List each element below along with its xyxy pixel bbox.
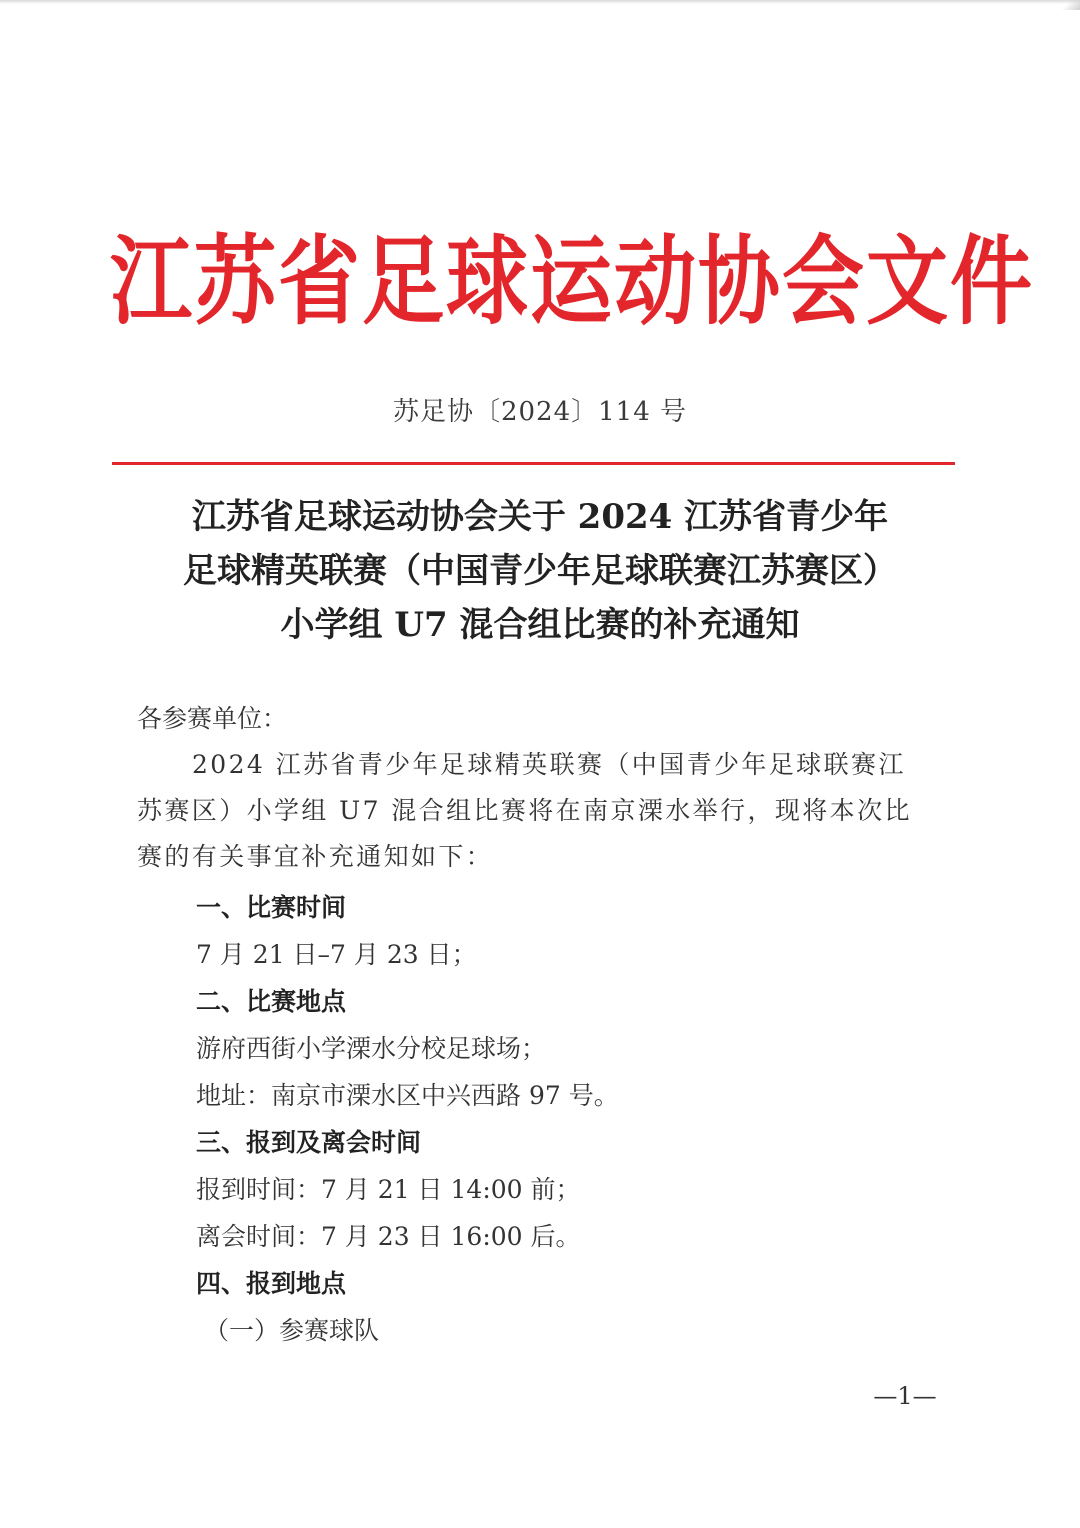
salutation: 各参赛单位： <box>137 704 288 733</box>
section-text-departure: 离会时间：7 月 23 日 16:00 后。 <box>196 1222 581 1251</box>
subsection-teams: （一）参赛球队 <box>204 1316 380 1345</box>
section-text-checkin: 报到时间：7 月 21 日 14:00 前； <box>196 1175 581 1204</box>
section-heading-checkin-place: 四、报到地点 <box>196 1269 347 1298</box>
title-line: 足球精英联赛（中国青少年足球联赛江苏赛区） <box>183 551 897 591</box>
section-heading-time: 一、比赛时间 <box>196 893 347 922</box>
title-line: 小学组 U7 混合组比赛的补充通知 <box>280 605 800 645</box>
paragraph-line: 赛的有关事宜补充通知如下： <box>137 842 494 871</box>
page-fold-shadow <box>0 0 1080 4</box>
notice-title <box>120 490 960 652</box>
paragraph-line: 2024 江苏省青少年足球精英联赛（中国青少年足球联赛江 <box>192 750 906 779</box>
intro-paragraph <box>137 742 937 880</box>
notice-sections <box>196 884 956 1354</box>
section-text-venue: 游府西街小学溧水分校足球场； <box>196 1034 547 1063</box>
section-text-address: 地址：南京市溧水区中兴西路 97 号。 <box>196 1081 619 1110</box>
page-number: —1— <box>873 1382 937 1410</box>
document-number: 苏足协〔2024〕114 号 <box>392 397 688 427</box>
section-heading-venue: 二、比赛地点 <box>196 987 347 1016</box>
section-heading-checkin-time: 三、报到及离会时间 <box>196 1128 422 1157</box>
page-corner-shadow <box>1058 0 1080 10</box>
title-line: 江苏省足球运动协会关于 2024 江苏省青少年 <box>191 497 889 537</box>
paragraph-line: 苏赛区）小学组 U7 混合组比赛将在南京溧水举行，现将本次比 <box>137 796 912 825</box>
masthead: 江苏省足球运动协会文件 <box>110 225 1035 339</box>
red-divider-rule <box>112 462 955 465</box>
section-text-dates: 7 月 21 日–7 月 23 日； <box>196 940 477 969</box>
